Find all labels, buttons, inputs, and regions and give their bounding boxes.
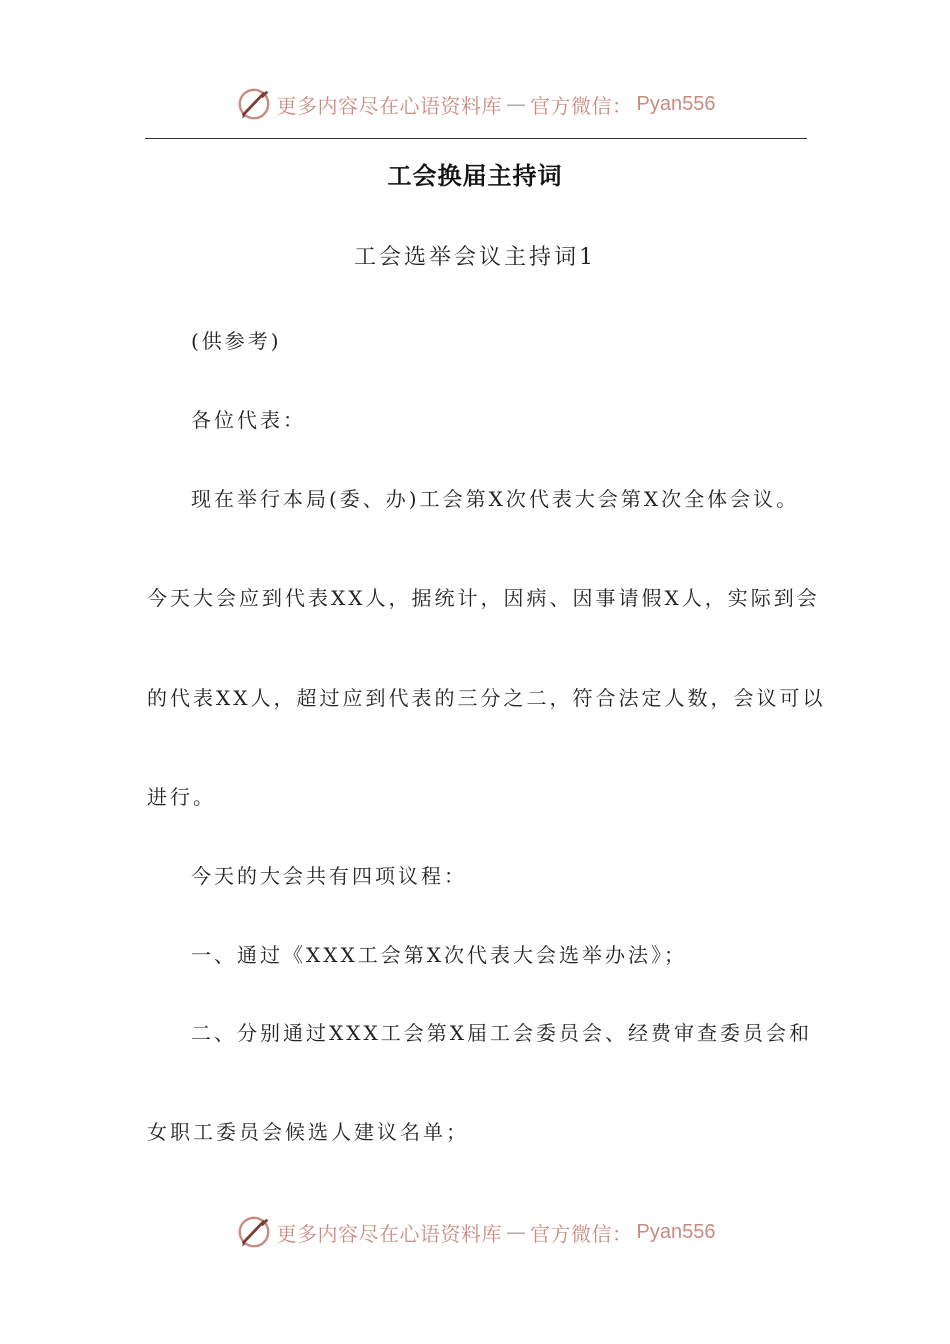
pen-logo-icon bbox=[235, 85, 273, 123]
text-line: 各位代表： bbox=[191, 408, 306, 432]
footer-banner bbox=[0, 1210, 950, 1254]
document-subtitle: 工会选举会议主持词1 bbox=[354, 245, 596, 270]
text-line: 女职工委员会候选人建议名单； bbox=[147, 1120, 469, 1144]
text-line: 今天大会应到代表XX人，据统计，因病、因事请假X人，实际到会 bbox=[147, 586, 820, 610]
banner-contact-label: 官方微信： bbox=[530, 1221, 633, 1246]
banner-text: 更多内容尽在心语资料库 bbox=[276, 93, 503, 118]
banner-text: 更多内容尽在心语资料库 bbox=[276, 1221, 503, 1246]
text-line: 二、分别通过XXX工会第X届工会委员会、经费审查委员会和 bbox=[191, 1021, 812, 1045]
banner-separator: — bbox=[506, 92, 527, 116]
text-line: 现在举行本局(委、办)工会第X次代表大会第X次全体会议。 bbox=[191, 487, 800, 511]
header-banner bbox=[0, 82, 950, 126]
header-divider bbox=[145, 138, 807, 139]
text-line: 进行。 bbox=[147, 785, 216, 809]
document-title: 工会换届主持词 bbox=[387, 161, 563, 190]
text-line: 今天的大会共有四项议程： bbox=[191, 864, 467, 888]
footer-banner-content bbox=[235, 1213, 716, 1251]
text-line: (供参考) bbox=[191, 329, 282, 353]
header-banner-content bbox=[235, 85, 716, 123]
banner-separator: — bbox=[506, 1220, 527, 1244]
pen-logo-icon bbox=[235, 1213, 273, 1251]
banner-contact-id: Pyan556 bbox=[636, 92, 716, 115]
text-line: 的代表XX人，超过应到代表的三分之二，符合法定人数，会议可以 bbox=[147, 686, 826, 710]
banner-contact-label: 官方微信： bbox=[530, 93, 633, 118]
text-line: 一、通过《XXX工会第X次代表大会选举办法》； bbox=[191, 943, 687, 967]
banner-contact-id: Pyan556 bbox=[636, 1220, 716, 1243]
